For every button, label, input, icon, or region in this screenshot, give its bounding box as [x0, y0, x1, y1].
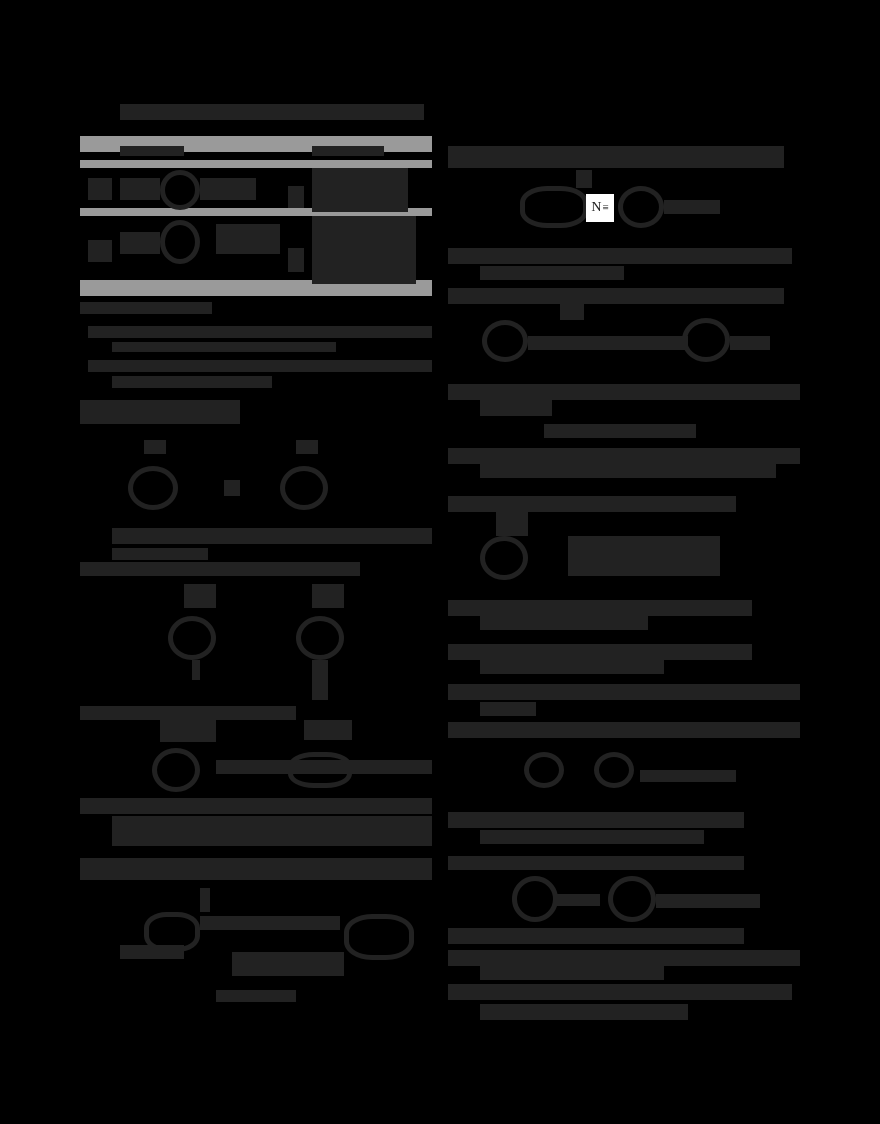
question-text	[448, 496, 736, 512]
benzene-ring-icon	[344, 914, 414, 960]
nitrogen-atom-label: N ≡	[586, 194, 614, 222]
text-line	[112, 342, 336, 352]
substituent-bond	[120, 945, 184, 959]
row-number	[288, 248, 304, 272]
substituent-bond	[192, 660, 200, 680]
question-text	[448, 248, 792, 264]
benzene-ring-icon	[296, 616, 344, 660]
plus-sign	[224, 480, 240, 496]
chain-bond	[216, 990, 296, 1002]
benzene-ring-icon	[152, 748, 200, 792]
benzene-ring-icon	[520, 186, 588, 228]
substituent-bond	[200, 888, 210, 912]
substituent-label	[656, 894, 760, 908]
text-line	[112, 548, 208, 560]
substituent-bond	[160, 720, 216, 742]
question-text	[448, 928, 744, 944]
reaction-line	[544, 424, 696, 438]
text-line	[88, 360, 432, 372]
question-text-cont	[480, 616, 648, 630]
section-heading	[80, 400, 240, 424]
question-text	[448, 448, 800, 464]
table-header-cell	[120, 146, 184, 156]
question-text-cont	[480, 400, 552, 416]
substituent-label	[640, 770, 736, 782]
triple-bond-icon: ≡	[602, 202, 609, 214]
table-header-cell	[312, 146, 384, 156]
question-text	[448, 600, 752, 616]
reagent-label	[216, 224, 280, 254]
substituent-bond	[576, 170, 592, 188]
text-line	[88, 326, 432, 338]
question-text	[448, 856, 744, 870]
substituent-bond	[304, 720, 352, 740]
table-rule	[80, 160, 432, 168]
question-text-cont	[480, 1004, 688, 1020]
substituent-bond	[184, 584, 216, 608]
question-text	[448, 146, 784, 168]
substituent-bond	[144, 440, 166, 454]
row-number	[88, 240, 112, 262]
benzene-ring-icon	[618, 186, 664, 228]
question-text	[448, 288, 784, 304]
question-text-cont	[448, 950, 800, 966]
benzene-ring-icon	[682, 318, 730, 362]
text-line	[112, 376, 272, 388]
chain-bond	[200, 916, 340, 930]
question-text-cont	[480, 702, 536, 716]
question-text	[448, 722, 800, 738]
benzene-ring-icon	[280, 466, 328, 510]
question-text	[448, 684, 800, 700]
linking-bond	[556, 894, 600, 906]
row-number	[88, 178, 112, 200]
benzene-ring-icon	[608, 876, 656, 922]
text-line	[112, 528, 432, 544]
text-line	[112, 816, 432, 846]
substituent-bond	[730, 336, 770, 350]
reagent-block	[312, 168, 408, 212]
substituent-bond	[560, 304, 584, 320]
benzene-ring-icon	[482, 320, 528, 362]
benzene-ring-icon	[160, 170, 200, 210]
question-text-cont	[448, 984, 792, 1000]
section-heading	[80, 302, 212, 314]
substituent-bond	[312, 584, 344, 608]
substituent-bond	[120, 178, 160, 200]
substituent-bond	[296, 440, 318, 454]
side-chain	[568, 536, 720, 576]
section-heading	[80, 706, 296, 720]
benzene-ring-icon	[168, 616, 216, 660]
question-text-cont	[480, 660, 664, 674]
question-text	[448, 384, 800, 400]
row-number	[288, 186, 304, 208]
benzene-ring-icon	[512, 876, 558, 922]
question-text-cont	[480, 464, 776, 478]
question-text	[448, 644, 752, 660]
reagent-label	[200, 178, 256, 200]
benzene-ring-icon	[288, 752, 352, 788]
section-heading	[80, 562, 360, 576]
benzene-ring-icon	[524, 752, 564, 788]
substituent-bond	[312, 660, 328, 700]
question-text-cont	[480, 266, 624, 280]
question-text-cont	[480, 830, 704, 844]
reaction-arrow	[528, 336, 688, 350]
benzene-ring-icon	[160, 220, 200, 264]
benzene-ring-icon	[594, 752, 634, 788]
benzene-ring-icon	[128, 466, 178, 510]
text-line	[80, 858, 432, 880]
question-text-cont	[480, 966, 664, 980]
substituent-bond	[664, 200, 720, 214]
page-title	[120, 104, 424, 120]
substituent-bond	[496, 512, 528, 536]
reagent-block	[312, 216, 416, 284]
chain-bond	[232, 952, 344, 976]
question-text	[448, 812, 744, 828]
substituent-bond	[120, 232, 160, 254]
benzene-ring-icon	[480, 536, 528, 580]
text-line	[80, 798, 432, 814]
